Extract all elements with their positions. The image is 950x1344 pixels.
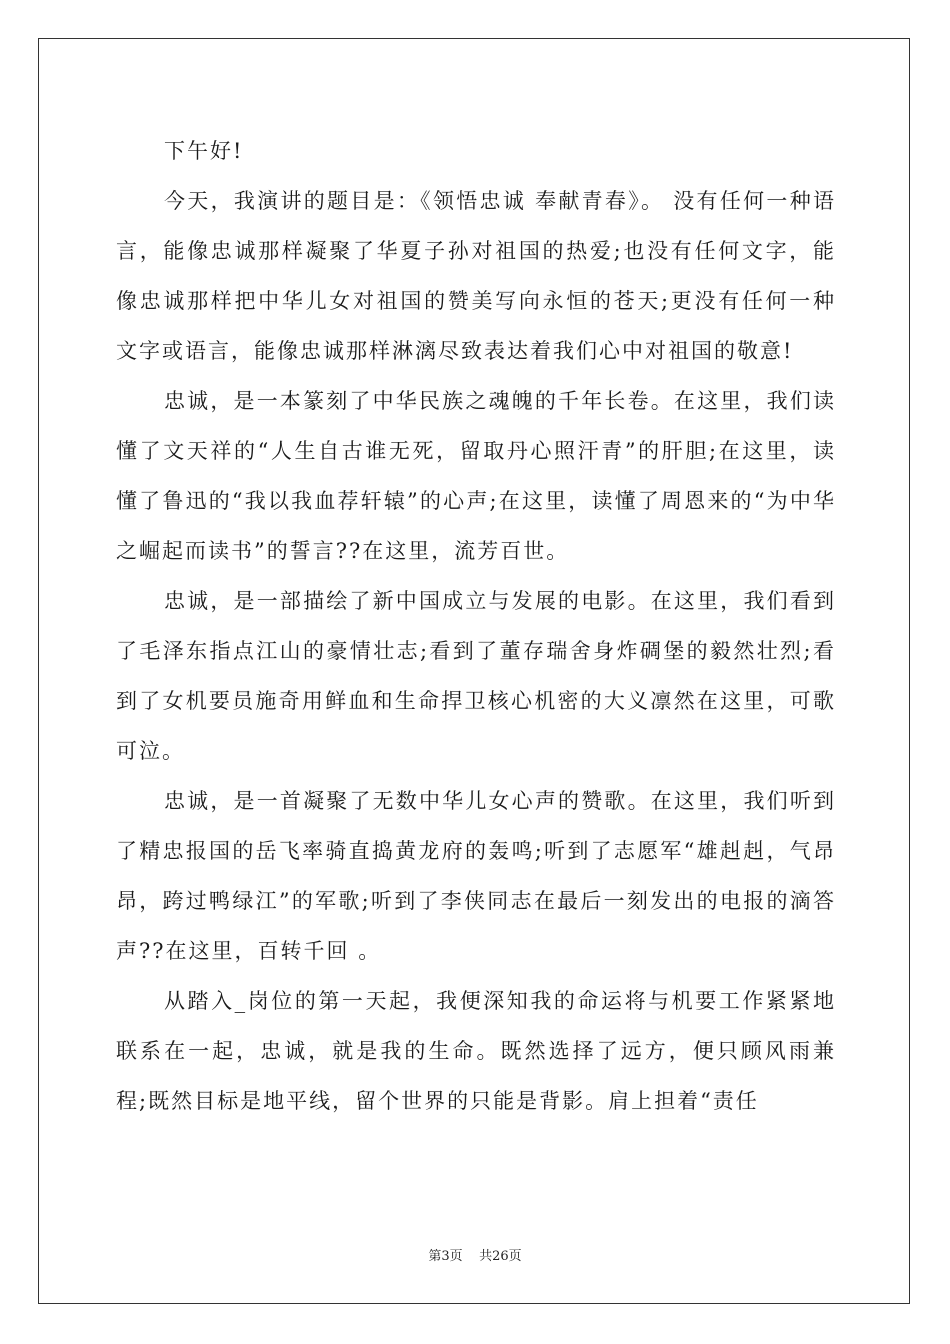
- paragraph-loyalty-film: 忠诚，是一部描绘了新中国成立与发展的电影。在这里，我们看到了毛泽东指点江山的豪情壮志;看到了董存瑞舍身炸碉堡的毅然壮烈;看到了女机要员施奇用鲜血和生命捍卫核心机密的大义凛然在这里，可歌可泣。: [116, 589, 836, 763]
- document-body: [116, 126, 836, 1126]
- paragraph-career: 从踏入_岗位的第一天起，我便深知我的命运将与机要工作紧紧地联系在一起，忠诚，就是我的生命。既然选择了远方，便只顾风雨兼程;既然目标是地平线，留个世界的只能是背影。肩上担着“责任: [116, 989, 836, 1113]
- paragraph-loyalty-song: 忠诚，是一首凝聚了无数中华儿女心声的赞歌。在这里，我们听到了精忠报国的岳飞率骑直捣黄龙府的轰鸣;听到了志愿军“雄赳赳，气昂昂，跨过鸭绿江”的军歌;听到了李侠同志在最后一刻发出的电报的滴答声??在这里，百转千回 。: [116, 789, 836, 963]
- paragraph-intro: 今天，我演讲的题目是：《领悟忠诚 奉献青春》。 没有任何一种语言，能像忠诚那样凝聚了华夏子孙对祖国的热爱;也没有任何文字，能像忠诚那样把中华儿女对祖国的赞美写向永恒的苍天;更没有任何一种文字或语言，能像忠诚那样淋漓尽致表达着我们心中对祖国的敬意!: [116, 189, 836, 363]
- page-total: 共26页: [479, 1249, 522, 1264]
- page-footer: [0, 1245, 950, 1264]
- paragraph-greeting: 下午好!: [164, 139, 244, 163]
- page-number: 第3页: [428, 1249, 463, 1264]
- paragraph-loyalty-scroll: 忠诚，是一本篆刻了中华民族之魂魄的千年长卷。在这里，我们读懂了文天祥的“人生自古谁无死，留取丹心照汗青”的肝胆;在这里，读懂了鲁迅的“我以我血荐轩辕”的心声;在这里，读懂了周恩来的“为中华之崛起而读书”的誓言??在这里，流芳百世。: [116, 389, 836, 563]
